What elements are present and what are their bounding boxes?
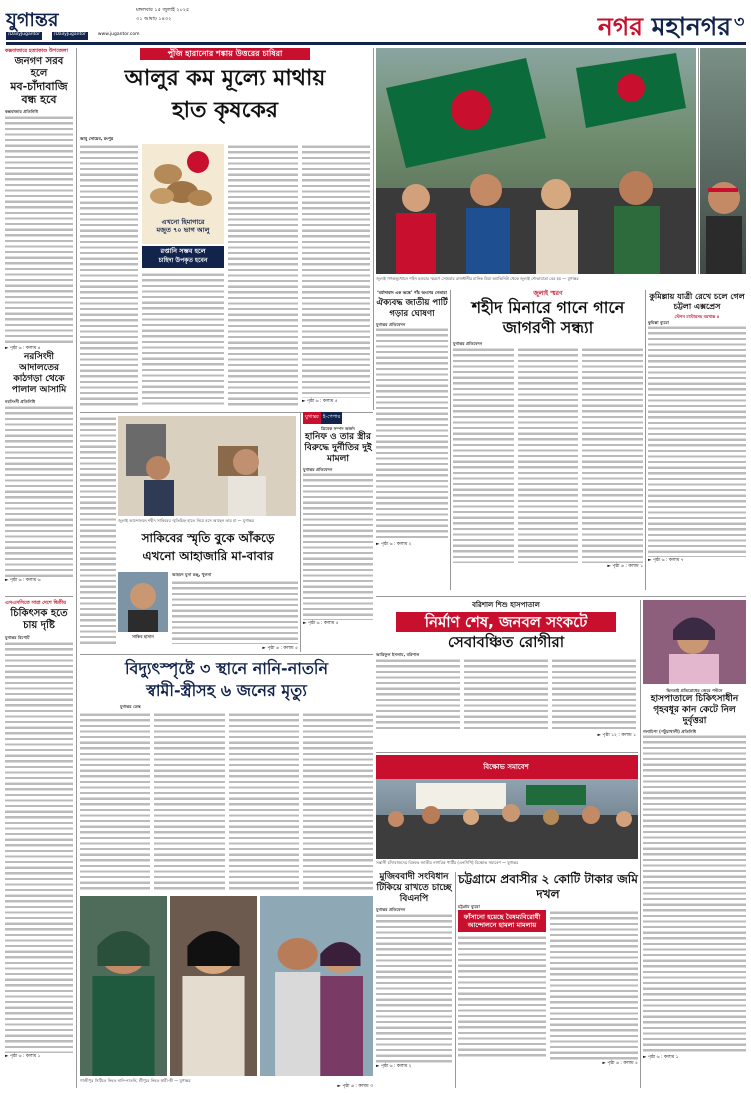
masthead: [6, 4, 746, 50]
court-continued: ► পৃষ্ঠা ৬ : কলাম ৬: [5, 577, 41, 583]
train-byline: কুমিল্লা ব্যুরো: [648, 319, 669, 325]
procession-illustration: [376, 48, 696, 274]
victim-photo-3: [260, 896, 373, 1076]
inset-text-1: এখনো হিমাগারে: [161, 218, 205, 226]
sakib-family-photo: [118, 416, 296, 516]
train-story: [648, 292, 746, 592]
july-continued: ► পৃষ্ঠা ৬ : কলাম ১: [607, 563, 643, 569]
rally-banner: বিক্ষোভ সমাবেশ: [483, 763, 529, 771]
doctor-kicker: এসএসসিতে সারা দেশে দ্বিতীয়: [5, 600, 67, 606]
doctor-body-text: [5, 641, 73, 1053]
sakib-continued: ► পৃষ্ঠা ৬ : কলাম ৫: [262, 646, 298, 651]
housewife-continued: ► পৃষ্ঠা ৬ : কলাম ১: [643, 1055, 679, 1061]
hospital-continued: ► পৃষ্ঠা ১২ : কলাম ১: [597, 732, 636, 738]
lead-headline-2: হাত কৃষকের: [172, 98, 278, 123]
electrocution-caption: গাজীপুর সিটিতে নিহত নানি-নাতনি; শ্রীপুরে নিহত স্বামী-স্ত্রী — যুগান্তর: [80, 1077, 191, 1083]
housewife-photo: [643, 600, 746, 684]
inset-box-2: [142, 246, 224, 268]
july-procession-caption: জুলাই গণঅভ্যুত্থানে শহিদ হওয়ার স্মরণে সোমবার রাজধানীর মানিক মিয়া অ্যাভিনিউ থেকে জুলাই শোভাযাত্রা বের হয় — যুগান্তর: [376, 276, 579, 281]
logo: যুগান্তর: [6, 9, 59, 31]
housewife-body-text: [643, 734, 746, 1054]
housewife-story: [643, 688, 746, 1088]
left-story: [5, 48, 73, 351]
victim-illustration-1: [80, 896, 167, 1076]
sakib-caption: জুলাই আন্দোলনে শহীদ সাকিবের স্মৃতিচিহ্ন হাতে নিয়ে বসে আছেন তার মা — যুগান্তর: [118, 518, 254, 523]
party-headline: ঐক্যবদ্ধ জাতীয় পার্টি গড়ার ঘোষণা: [376, 297, 448, 319]
bnp-continued: ► পৃষ্ঠা ৬ : কলাম ২: [376, 1063, 412, 1069]
hospital-headline-box: [396, 612, 616, 632]
ctg-body-col-2: [550, 910, 638, 1060]
hospital-headline-2: সেবাবঞ্চিত রোগীরা: [447, 633, 565, 651]
july-kicker: জুলাই স্মরণ: [533, 290, 563, 297]
doctor-continued: ► পৃষ্ঠা ৬ : কলাম ১: [5, 1053, 41, 1059]
social-facebook[interactable]: /DailyJugantor: [6, 32, 42, 40]
procession-photo-right: [700, 48, 746, 274]
housewife-side: ছিনতাই প্রতিরোধের জেরে পল্টনে: [666, 688, 723, 693]
left-headline-1: জনগণ সরব হলে: [14, 56, 64, 79]
ctg-continued: ► পৃষ্ঠা ৬ : কলাম ৫: [602, 1060, 638, 1066]
court-story: [5, 352, 73, 592]
electrocution-byline: যুগান্তর ডেস্ক: [120, 704, 141, 709]
doctor-story: [5, 600, 73, 1088]
left-body-text: [5, 115, 73, 345]
left-headline-3: বন্ধ হবে: [21, 93, 57, 106]
inset-text-2: মজুত ৭০ ভাগ আলু: [156, 226, 210, 234]
party-body-text: [376, 327, 448, 541]
july-headline-2: জাগরণী সন্ধ্যা: [502, 318, 594, 337]
ncp-caption: সন্ত্রাসী চাঁদাবাজদের বিরুদ্ধে জাতীয় নাগরিক পার্টির (এনসিপি) বিক্ষোভ সমাবেশ — যুগান্তর: [376, 860, 519, 865]
victim-photo-1: [80, 896, 167, 1076]
july-remembrance-story: [453, 290, 643, 590]
section-title: [541, 7, 731, 41]
epaper-brand: [303, 412, 373, 424]
july-byline: যুগান্তর প্রতিবেদন: [453, 341, 483, 346]
electrocution-headline-1: বিদ্যুৎস্পৃষ্টে ৩ স্থানে নানি-নাতনি: [124, 659, 329, 678]
person-illustration: [700, 48, 746, 274]
bnp-body-text: [376, 913, 452, 1063]
left-byline: কক্সবাজার প্রতিনিধি: [5, 109, 38, 114]
lead-kicker: পুঁজি হারানোর শঙ্কায় উত্তরের চাষিরা: [140, 48, 310, 60]
lead-story: [80, 48, 370, 408]
family-illustration: [118, 416, 296, 516]
potato-illustration: [142, 144, 224, 244]
doctor-headline: চিকিৎসক হতে চায় দৃষ্টি: [10, 608, 68, 631]
bnp-headline: মুজিববাদী সংবিধান টিকিয়ে রাখতে চাচ্ছে বিএনপি: [376, 872, 452, 904]
court-body-text: [5, 405, 73, 577]
social-x[interactable]: /DailyJugantor: [52, 32, 88, 40]
sakib-byline: আহমদ মুসা রঞ্জু, খুলনা: [172, 572, 212, 577]
left-headline-2: মব-চাঁদাবাজি: [10, 80, 68, 93]
victim-photo-2: [170, 896, 257, 1076]
hanif-body-text: [303, 472, 373, 620]
victim-illustration-2: [170, 896, 257, 1076]
lead-byline: আবু সোয়েব, রংপুর: [80, 136, 114, 141]
hanif-kicker: ত্রিবেক সম্পদ অর্জন: [321, 426, 355, 431]
july-procession-photo: [376, 48, 696, 274]
court-byline: নরসিংদী প্রতিনিধি: [5, 399, 36, 404]
train-subhead: স্টেশন মাস্টারসহ বরখাস্ত ৪: [674, 314, 720, 319]
lead-continued: ► পৃষ্ঠা ৬ : কলাম ৫: [302, 398, 370, 406]
party-kicker: ‘মর্যাদাবাদ এক অঙ্কে’ পাঁচ অংশের নেতারা: [377, 290, 447, 295]
lead-body-col-3: [228, 144, 298, 406]
epaper-brand-name: যুগান্তর: [303, 412, 321, 424]
ctg-story: [458, 872, 638, 1088]
portrait-illustration: [118, 572, 168, 632]
electrocution-photos: [80, 896, 373, 1076]
july-headline-1: শহীদ মিনারে গানে গানে: [471, 298, 625, 317]
sakib-portrait: [118, 572, 168, 632]
hospital-story: [376, 600, 636, 750]
hospital-byline: আরিফুল ইসলাম, বরিশাল: [376, 652, 420, 657]
train-headline: কুমিল্লায় যাত্রী রেখে চলে গেল চট্টলা এক্সপ্রেস: [649, 292, 745, 311]
epaper-brand-tag: ই-পেপার: [321, 412, 342, 424]
court-headline: নরসিংদী আদালতের কাঠগড়া থেকে পালাল আসামি: [11, 352, 67, 395]
train-body-text: [648, 325, 746, 557]
bnp-byline: যুগান্তর প্রতিবেদন: [376, 907, 406, 912]
hanif-story: [303, 426, 373, 652]
hanif-byline: যুগান্তর প্রতিবেদন: [303, 466, 333, 472]
housewife-headline: হাসপাতালে চিকিৎসাধীন গৃহবধূর কান কেটে নিল দুর্বৃত্তরা: [650, 693, 739, 726]
inset-text-4: চাহিদা উপকৃত হবেন: [158, 257, 208, 264]
housewife-byline: গলাচিপা (পটুয়াখালী) প্রতিনিধি: [643, 728, 697, 734]
hanif-continued: ► পৃষ্ঠা ৬ : কলাম ৫: [303, 621, 339, 627]
section-title-a: নগর: [597, 12, 643, 41]
hospital-headline-1: নির্মাণ শেষ, জনবল সংকটে: [424, 613, 588, 631]
electrocution-story: [80, 658, 373, 1088]
page-number: ৩: [734, 12, 745, 31]
victim-illustration-3: [260, 896, 373, 1076]
party-byline: যুগান্তর প্রতিবেদন: [376, 321, 406, 327]
court-overflow-text: [80, 416, 116, 646]
sakib-name: সাকিব হাসান: [132, 634, 154, 639]
hanif-headline: হানিফ ও তার স্ত্রীর বিরুদ্ধে দুর্নীতির দুই মামলা: [304, 431, 372, 464]
electrocution-headline-2: স্বামী-স্ত্রীসহ ৬ জনের মৃত্যু: [146, 681, 307, 700]
ncp-rally-photo: [376, 755, 638, 859]
sakib-headline-2: এখনো আহাজারি মা-বাবার: [142, 549, 274, 563]
bnp-story: [376, 872, 452, 1088]
left-kicker: কক্সবাজারে হত্যাকাণ্ড উপজেলা: [5, 48, 68, 54]
hospital-body-text: [376, 658, 636, 732]
july-body-text: [453, 347, 643, 563]
ctg-inset: ফাঁসানো হয়েছে বৈষম্যবিরোধী আন্দোলনে হামলা মামলায়: [458, 910, 546, 932]
masthead-rule: [6, 42, 746, 45]
ctg-body-col-1: [458, 935, 546, 1060]
inset-text-3: রপ্তানি সম্ভব হলে: [160, 247, 206, 255]
date: মঙ্গলবার ১৫ জুলাই ২০২৫: [136, 7, 190, 13]
hospital-kicker: বরিশাল শিশু হাসপাতাল: [472, 601, 540, 609]
date-bangla: ৩১ আষাঢ় ১৪৩২: [136, 16, 172, 22]
social-links: [6, 32, 376, 40]
party-story: [376, 290, 448, 590]
left-continued: ► পৃষ্ঠা ৬ : কলাম ৪: [5, 345, 41, 351]
train-continued: ► পৃষ্ঠা ৬ : কলাম ৭: [648, 558, 684, 564]
patient-illustration: [643, 600, 746, 684]
lead-body-col-4: [302, 144, 370, 406]
ctg-headline: চট্টগ্রামে প্রবাসীর ২ কোটি টাকার জমি দখল: [458, 872, 638, 901]
electrocution-body-text: [80, 712, 373, 892]
ctg-byline: চট্টগ্রাম ব্যুরো: [458, 904, 480, 909]
lead-headline-1: আলুর কম মূল্যে মাথায়: [124, 66, 326, 91]
potato-icon: [142, 144, 224, 214]
lead-body-col-2: [142, 272, 224, 406]
ctg-body: [458, 910, 638, 1060]
doctor-byline: যুগান্তর রিপোর্ট: [5, 635, 30, 640]
website-link[interactable]: www.jugantor.com: [97, 32, 140, 37]
lead-body-col-1: [80, 144, 138, 406]
party-continued: ► পৃষ্ঠা ৬ : কলাম ২: [376, 542, 412, 548]
sakib-headline-1: সাকিবের স্মৃতি বুকে আঁকড়ে: [141, 531, 275, 545]
sakib-body-text: [172, 580, 298, 644]
electrocution-continued: ► পৃষ্ঠা ৬ : কলাম ৩: [337, 1083, 373, 1089]
section-title-b: মহানগর: [651, 12, 731, 41]
